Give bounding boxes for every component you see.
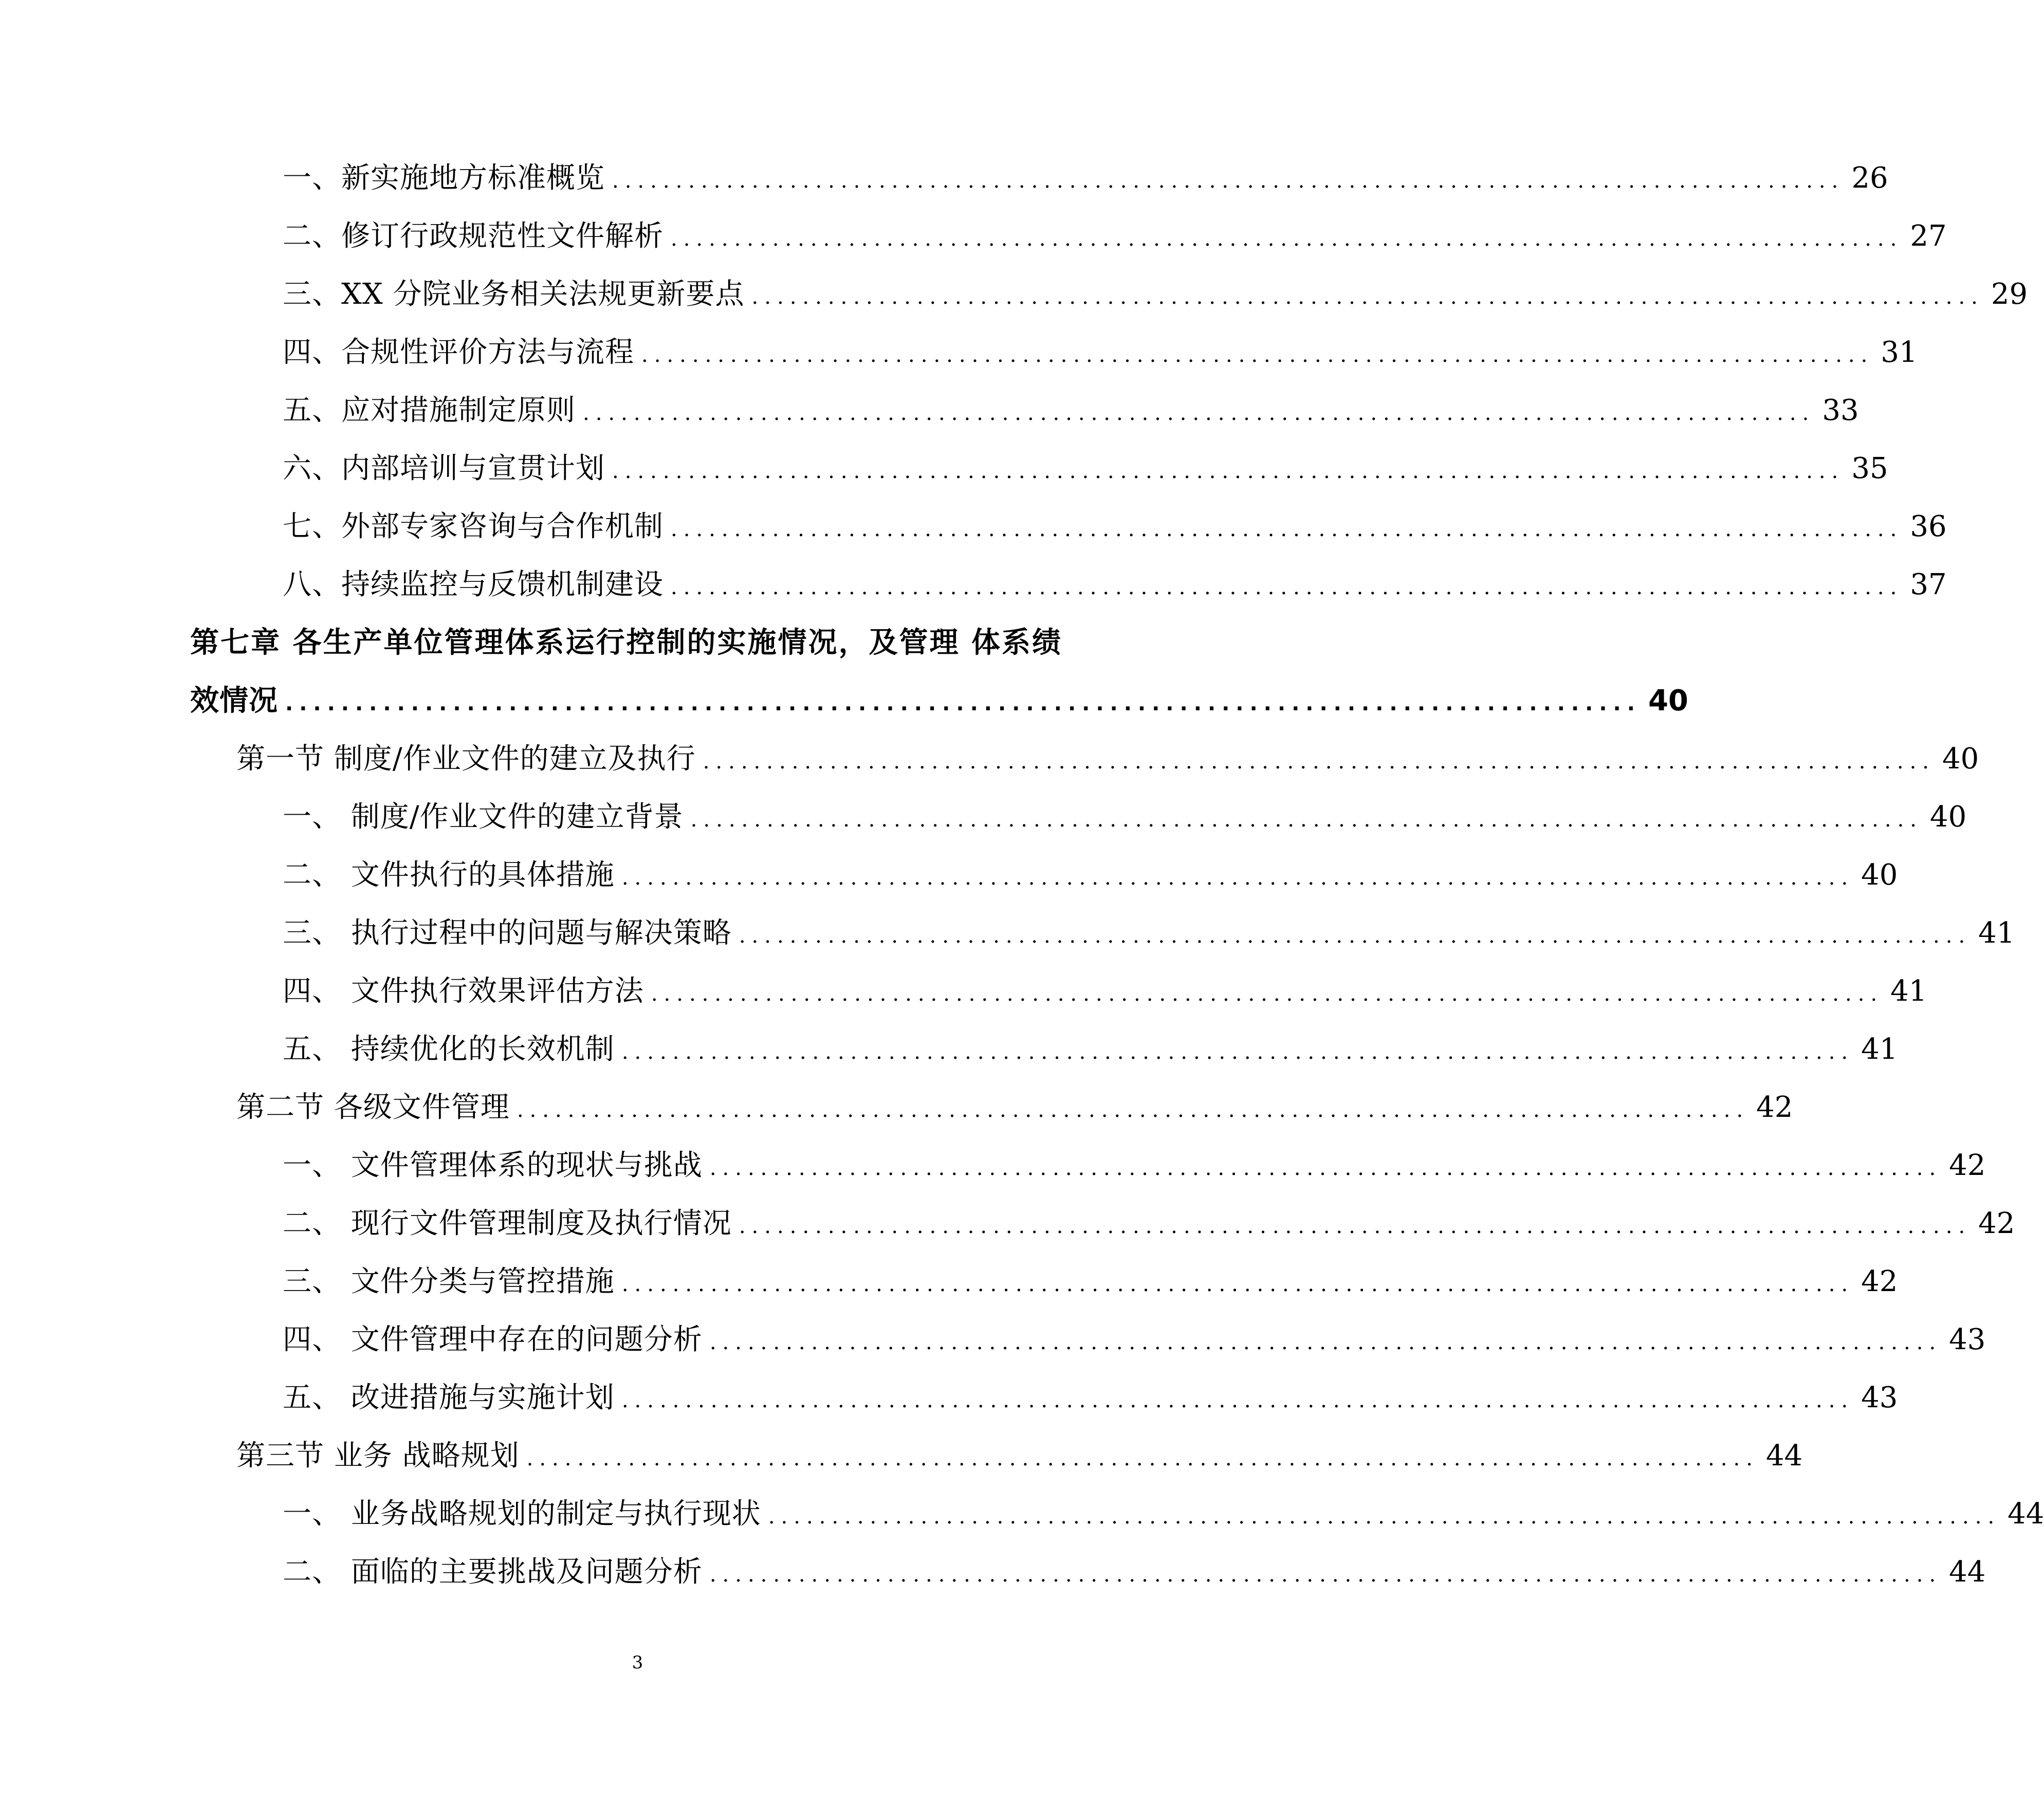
chapter-title-line1: 第七章 各生产单位管理体系运行控制的实施情况，及管理 体系绩 — [190, 626, 1062, 659]
toc-page-number: 40 — [1648, 684, 1688, 717]
toc-entry[interactable] — [190, 1485, 2044, 1543]
toc-leader: ................................................................................................. — [690, 808, 1923, 832]
toc-entry[interactable] — [190, 962, 1927, 1020]
toc-leader: ................................................................................................. — [671, 576, 1903, 599]
toc-entry[interactable] — [190, 1543, 1986, 1601]
toc-page-number: 31 — [1881, 336, 1918, 369]
toc-leader: ................................................................................................. — [285, 692, 1641, 715]
toc-leader: ................................................................................................. — [583, 401, 1815, 425]
toc-leader: ................................................................................................. — [703, 750, 1936, 774]
toc-leader: ................................................................................................. — [739, 1215, 1972, 1238]
toc-leader: ................................................................................................. — [671, 518, 1903, 541]
chapter-title-line2-row — [190, 672, 1688, 730]
toc-leader: ................................................................................................. — [709, 1563, 1942, 1587]
toc-page-number: 44 — [1949, 1555, 1986, 1589]
chapter-title-line2: 效情况 — [190, 684, 278, 717]
toc-entry-title: 二、修订行政规范性文件解析 — [283, 219, 664, 253]
toc-page-number: 35 — [1851, 452, 1888, 485]
toc-leader: ................................................................................................. — [621, 1273, 1854, 1296]
toc-page-number: 42 — [1978, 1207, 2015, 1240]
toc-page-number: 42 — [1861, 1265, 1898, 1298]
toc-leader: ................................................................................................. — [612, 169, 1845, 193]
toc-page-number: 27 — [1910, 219, 1947, 253]
toc-entry-title: 五、 持续优化的长效机制 — [283, 1033, 615, 1066]
toc-entry[interactable] — [190, 556, 1947, 614]
toc-entry[interactable] — [190, 1369, 1898, 1427]
toc-page-number: 40 — [1861, 858, 1898, 892]
toc-leader: ................................................................................................. — [517, 1098, 1750, 1122]
toc-entry-title: 五、应对措施制定原则 — [283, 394, 576, 427]
toc-page-number: 44 — [1765, 1439, 1803, 1473]
toc-entry-title: 二、 文件执行的具体措施 — [283, 858, 615, 892]
toc-page-number: 43 — [1949, 1323, 1986, 1356]
toc-entry-title: 三、XX 分院业务相关法规更新要点 — [283, 278, 745, 311]
toc-entry-title: 六、内部培训与宣贯计划 — [283, 452, 605, 485]
toc-entry-title: 一、新实施地方标准概览 — [283, 161, 605, 195]
toc-entry[interactable] — [190, 1311, 1986, 1369]
toc-entry[interactable] — [190, 323, 1918, 381]
toc-entry[interactable] — [190, 207, 1947, 265]
toc-leader: ................................................................................................. — [739, 924, 1972, 948]
toc-entry[interactable] — [190, 381, 1859, 439]
toc-entry-title: 一、 制度/作业文件的建立背景 — [283, 800, 684, 834]
toc-entry-title: 八、持续监控与反馈机制建设 — [283, 568, 664, 601]
toc-entry-title: 四、合规性评价方法与流程 — [283, 336, 634, 369]
toc-leader: ................................................................................................. — [526, 1447, 1759, 1470]
toc-entry[interactable] — [190, 788, 1967, 846]
toc-entry[interactable] — [190, 265, 2028, 323]
toc-section-entry[interactable] — [190, 1427, 1803, 1485]
toc-entry[interactable] — [190, 1020, 1898, 1078]
toc-leader: ................................................................................................. — [651, 982, 1884, 1006]
toc-page-number: 33 — [1822, 394, 1859, 427]
toc-entry[interactable] — [190, 149, 1888, 207]
toc-leader: ................................................................................................. — [709, 1331, 1942, 1354]
toc-page-number: 36 — [1910, 510, 1947, 543]
toc-entry-title: 二、 面临的主要挑战及问题分析 — [283, 1555, 703, 1589]
toc-entry-title: 四、 文件执行效果评估方法 — [283, 974, 644, 1008]
toc-page-number: 42 — [1949, 1149, 1986, 1182]
toc-entry[interactable] — [190, 1253, 1898, 1311]
toc-page-number: 41 — [1890, 974, 1927, 1008]
page-footer-number: 3 — [632, 1652, 643, 1673]
toc-page-number: 42 — [1756, 1091, 1793, 1124]
toc-section-entry[interactable] — [190, 730, 1979, 788]
toc-page-number: 26 — [1851, 161, 1888, 195]
toc-leader: ................................................................................................. — [621, 1040, 1854, 1064]
toc-leader: ................................................................................................. — [641, 343, 1874, 367]
toc-page-number: 37 — [1910, 568, 1947, 601]
toc-leader: ................................................................................................. — [621, 1389, 1854, 1412]
toc-page-number: 29 — [1991, 278, 2028, 311]
toc-entry-title: 一、 文件管理体系的现状与挑战 — [283, 1149, 703, 1182]
toc-leader: ................................................................................................. — [612, 459, 1845, 483]
toc-entry[interactable] — [190, 904, 2015, 962]
toc-page-number: 40 — [1930, 800, 1967, 834]
toc-leader: ................................................................................................. — [621, 866, 1854, 890]
toc-entry-title: 二、 现行文件管理制度及执行情况 — [283, 1207, 732, 1240]
toc-section-title: 第三节 业务 战略规划 — [236, 1439, 520, 1473]
toc-leader: ................................................................................................. — [768, 1505, 2001, 1529]
toc-page-number: 41 — [1861, 1033, 1898, 1066]
toc-page-number: 43 — [1861, 1381, 1898, 1414]
toc-page-number: 41 — [1978, 916, 2015, 950]
toc-page-number: 40 — [1942, 742, 1979, 776]
toc-entry-title: 七、外部专家咨询与合作机制 — [283, 510, 664, 543]
toc-entry[interactable] — [190, 439, 1888, 498]
toc-entry[interactable] — [190, 498, 1947, 556]
toc-section-title: 第一节 制度/作业文件的建立及执行 — [236, 742, 696, 776]
toc-entry-title: 四、 文件管理中存在的问题分析 — [283, 1323, 703, 1356]
toc-section-title: 第二节 各级文件管理 — [236, 1091, 510, 1124]
toc-entry[interactable] — [190, 846, 1898, 904]
toc-entry-title: 一、 业务战略规划的制定与执行现状 — [283, 1497, 761, 1531]
toc-entry[interactable] — [190, 1194, 2015, 1253]
toc-leader: ................................................................................................. — [709, 1156, 1942, 1180]
toc-leader: ................................................................................................. — [671, 227, 1903, 251]
toc-entry-title: 五、 改进措施与实施计划 — [283, 1381, 615, 1414]
toc-leader: ................................................................................................. — [751, 285, 1984, 309]
toc-entry-title: 三、 执行过程中的问题与解决策略 — [283, 916, 732, 950]
toc-entry-title: 三、 文件分类与管控措施 — [283, 1265, 615, 1298]
toc-chapter-heading[interactable] — [190, 614, 1688, 730]
toc-section-entry[interactable] — [190, 1078, 1793, 1136]
toc-entry[interactable] — [190, 1136, 1986, 1194]
table-of-contents — [190, 149, 2044, 1601]
toc-page-number: 44 — [2008, 1497, 2044, 1531]
